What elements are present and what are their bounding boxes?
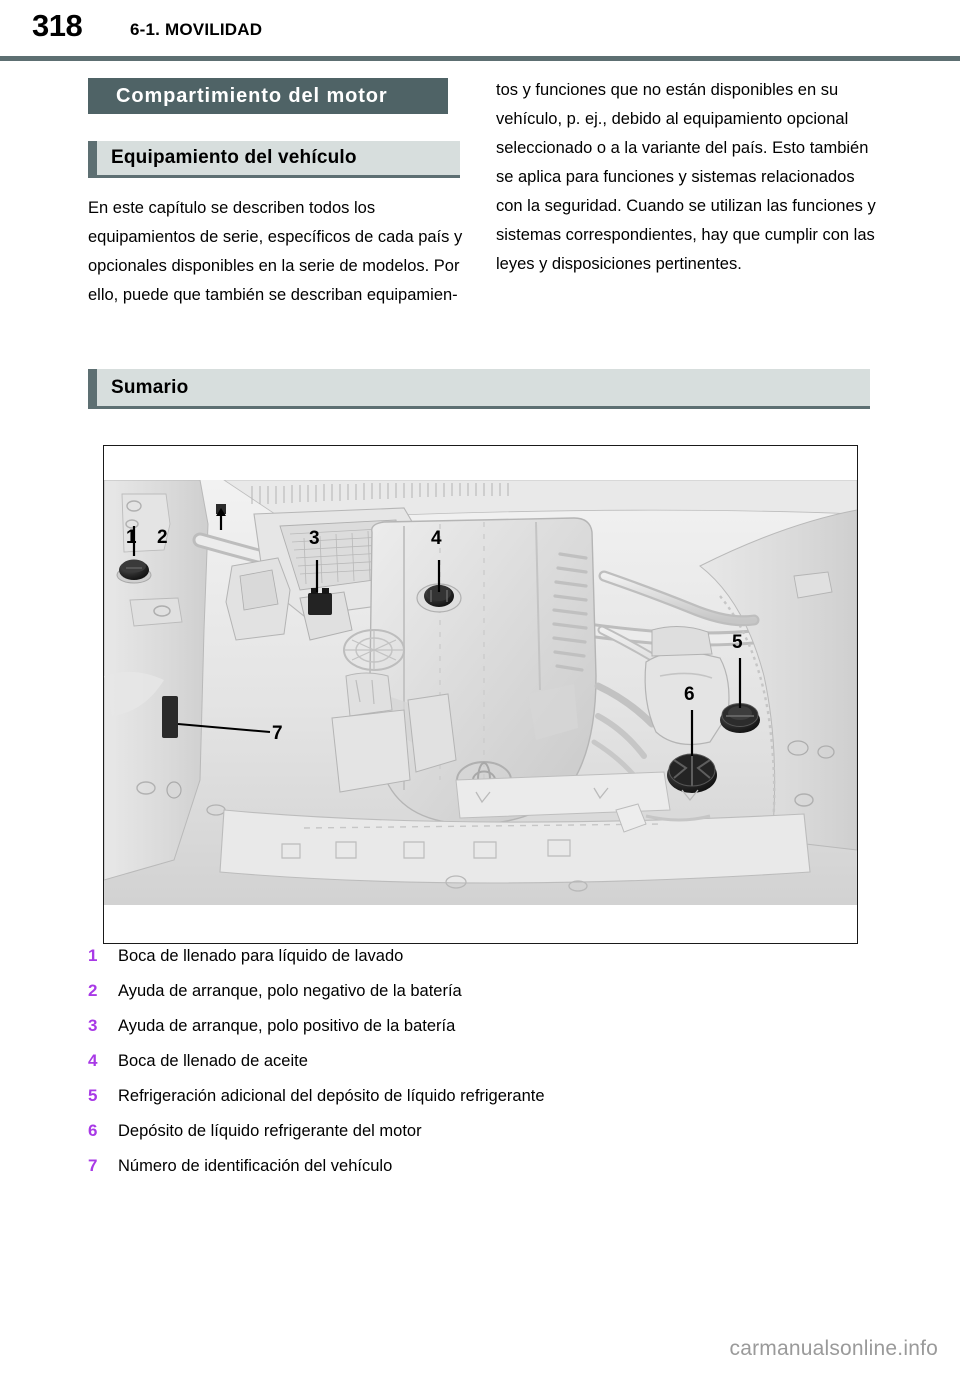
section-heading-sumario bbox=[88, 369, 870, 409]
list-item-number: 7 bbox=[88, 1156, 98, 1175]
figure-callout-6: 6 bbox=[684, 684, 695, 705]
figure-callout-2: 2 bbox=[157, 527, 168, 548]
body-paragraph-right: tos y funciones que no están disponibles en su vehículo, p. ej., debido al equipamiento opcional seleccionado o a la variante del país. Esto también se aplica para funciones y sistemas relacionados con la seguridad. Cuando se utilizan las funciones y sistemas correspondientes, hay que cumplir con las leyes y disposiciones pertinentes. bbox=[496, 81, 876, 273]
list-item bbox=[88, 1086, 878, 1121]
list-item-label: Boca de llenado de aceite bbox=[118, 1052, 308, 1070]
list-item-label: Número de identificación del vehículo bbox=[118, 1157, 393, 1175]
figure-callout-5: 5 bbox=[732, 632, 743, 653]
body-paragraph-left: En este capítulo se describen todos los equipamientos de serie, específicos de cada país y opcionales disponibles en la serie de modelos. Por ello, puede que también se describan equipamien- bbox=[88, 199, 463, 304]
figure-callout-3: 3 bbox=[309, 528, 320, 549]
list-item-label: Refrigeración adicional del depósito de líquido refrigerante bbox=[118, 1087, 545, 1105]
list-item bbox=[88, 946, 878, 981]
figure-callout-1: 1 bbox=[126, 527, 137, 548]
list-item-number: 4 bbox=[88, 1051, 98, 1070]
list-item-number: 2 bbox=[88, 981, 98, 1000]
section-title: 6-1. MOVILIDAD bbox=[130, 20, 263, 39]
list-item-number: 1 bbox=[88, 946, 98, 965]
section-heading-equipamiento-text: Equipamiento del vehículo bbox=[111, 147, 357, 168]
engine-compartment-illustration bbox=[104, 480, 857, 905]
list-item bbox=[88, 1016, 878, 1051]
site-watermark: carmanualsonline.info bbox=[729, 1337, 938, 1360]
section-heading-sumario-text: Sumario bbox=[111, 376, 189, 398]
list-item-label: Ayuda de arranque, polo positivo de la batería bbox=[118, 1017, 456, 1035]
header-divider-rule bbox=[0, 56, 960, 61]
engine-compartment-figure-frame bbox=[103, 445, 858, 944]
list-item-label: Depósito de líquido refrigerante del motor bbox=[118, 1122, 422, 1140]
list-item-number: 3 bbox=[88, 1016, 98, 1035]
chapter-title-text: Compartimiento del motor bbox=[116, 84, 388, 107]
heading-accent-tab bbox=[88, 141, 97, 175]
list-item-number: 6 bbox=[88, 1121, 98, 1140]
list-item-number: 5 bbox=[88, 1086, 98, 1105]
heading-accent-tab bbox=[88, 369, 97, 406]
list-item bbox=[88, 1156, 878, 1191]
component-list bbox=[88, 946, 878, 1191]
chapter-title-bar bbox=[88, 78, 448, 114]
list-item bbox=[88, 1121, 878, 1156]
section-heading-equipamiento bbox=[88, 141, 460, 178]
list-item-label: Ayuda de arranque, polo negativo de la batería bbox=[118, 982, 462, 1000]
list-item bbox=[88, 1051, 878, 1086]
page-header bbox=[0, 0, 960, 58]
figure-callout-4: 4 bbox=[431, 528, 442, 549]
figure-callout-7: 7 bbox=[272, 723, 283, 744]
list-item-label: Boca de llenado para líquido de lavado bbox=[118, 947, 404, 965]
page-number: 318 bbox=[32, 8, 83, 43]
list-item bbox=[88, 981, 878, 1016]
